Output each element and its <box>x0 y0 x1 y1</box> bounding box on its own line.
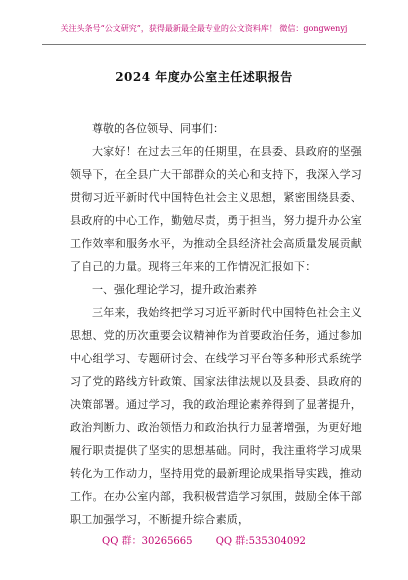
section-heading-1: 一、强化理论学习，提升政治素养 <box>92 283 257 296</box>
document-body <box>70 117 362 531</box>
header-banner: 关注头条号“公文研究”，获得最新最全最专业的公文资料库！ 微信：gongwenyj <box>60 24 348 33</box>
section-body-1: 三年来，我始终把学习习近平新时代中国特色社会主义思想、党的历次重要会议精神作为首要政治任务，通过参加中心组学习、专题研讨会、在线学习平台等多种形式系统学习了党的路线方针政策、国家法律法规以及县委、县政府的决策部署。通过学习，我的政治理论素养得到了显著提升，政治判断力、政治领悟力和政治执行力显著增强，为更好地履行职责提供了坚实的思想基础。同时，我注重将学习成果转化为工作动力，坚持用党的最新理论成果指导实践，推动工作。在办公室内部，我积极营造学习氛围，鼓励全体干部职工加强学习，不断提升综合素质， <box>70 306 362 526</box>
document-title: 2024 年度办公室主任述职报告 <box>115 70 293 84</box>
header-divider <box>42 44 366 45</box>
footer-qq-groups <box>0 532 408 547</box>
footer-qq-left: QQ 群：30265665 <box>102 536 193 547</box>
greeting: 尊敬的各位领导、同事们： <box>92 122 224 135</box>
footer-qq-right: QQ 群:535304092 <box>215 536 306 547</box>
intro-paragraph: 大家好！在过去三年的任期里，在县委、县政府的坚强领导下，在全县广大干部群众的关心和支持下，我深入学习贯彻习近平新时代中国特色社会主义思想，紧密围绕县委、县政府的中心工作，勤勉尽责，勇于担当，努力提升办公室工作效率和服务水平，为推动全县经济社会高质量发展贡献了自己的力量。现将三年来的工作情况汇报如下： <box>70 145 362 273</box>
